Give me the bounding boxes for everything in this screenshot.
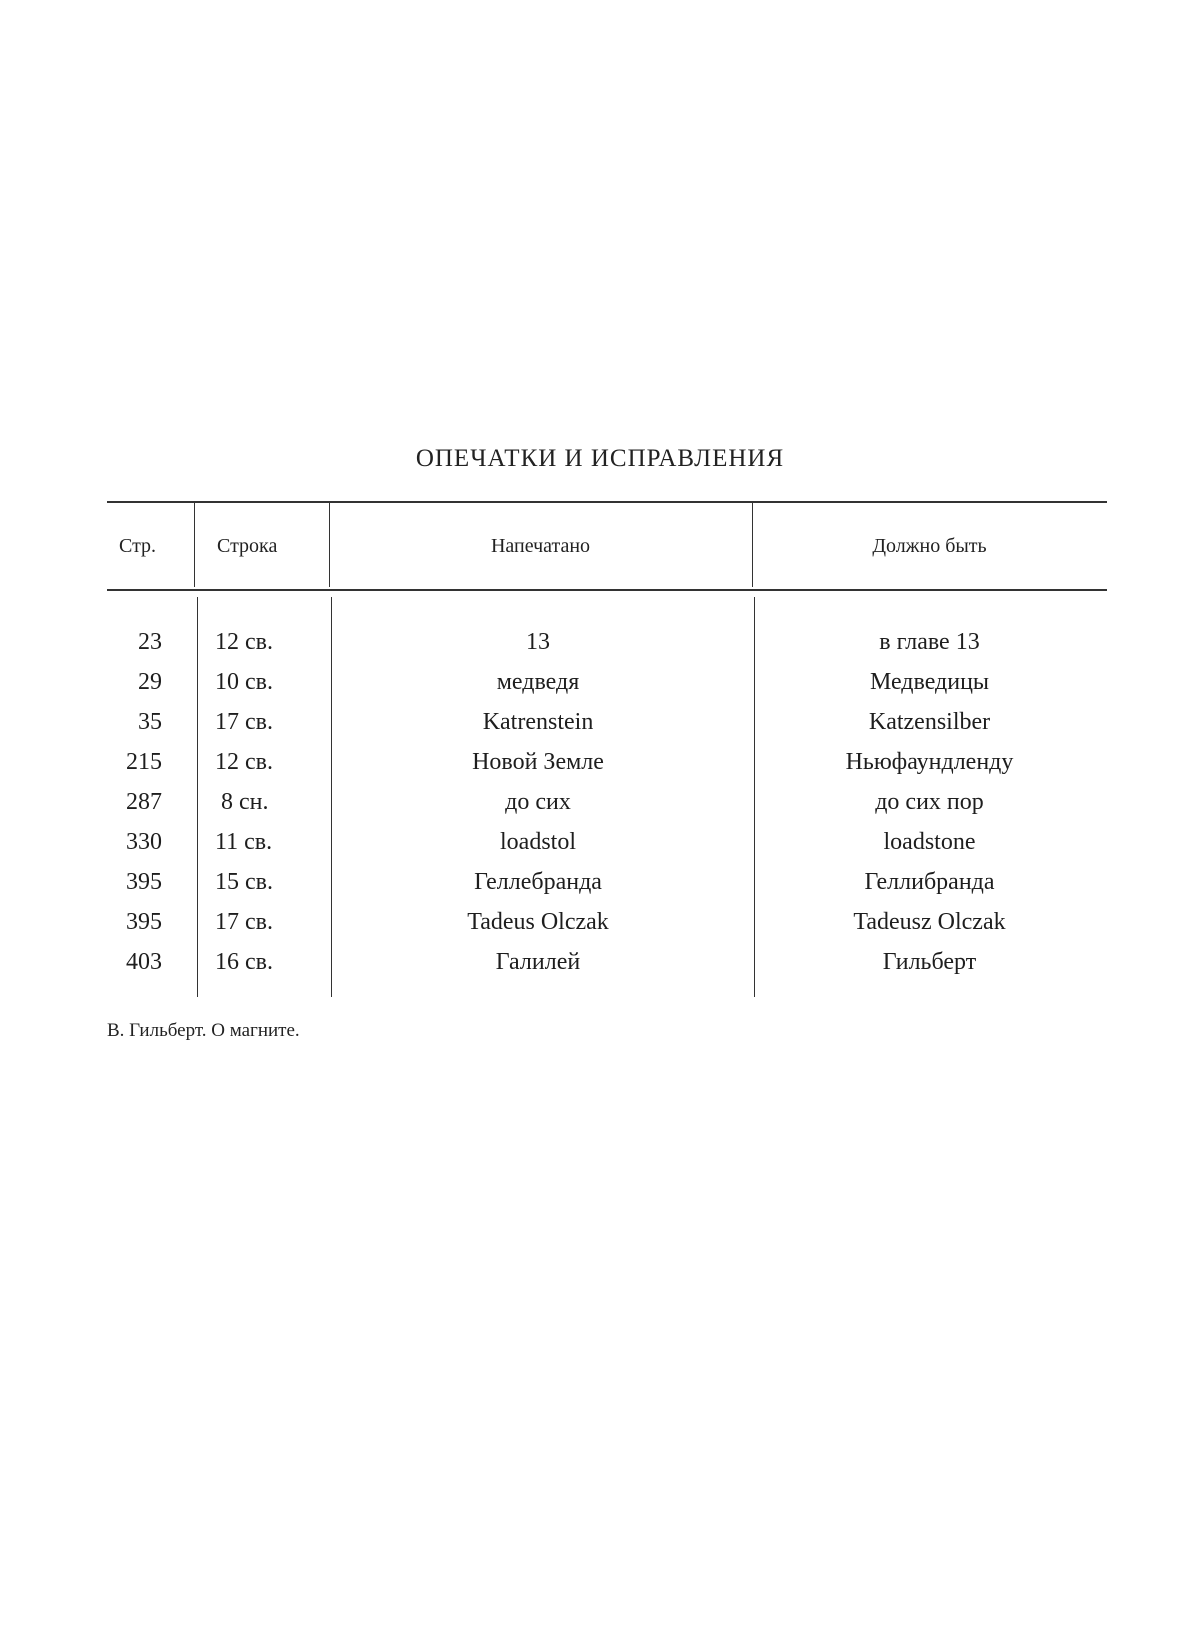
column-header-printed: Напечатано bbox=[490, 535, 591, 557]
table-row bbox=[107, 669, 1107, 709]
correct-text: Медведицы bbox=[869, 669, 990, 695]
page-number: 35 bbox=[138, 709, 162, 735]
line-ref: 10 св. bbox=[215, 669, 273, 695]
printed-text: 13 bbox=[526, 629, 550, 655]
correct-text: Гильберт bbox=[882, 949, 977, 975]
printed-text: Tadeus Olczak bbox=[467, 909, 609, 935]
correct-text: Tadeusz Olczak bbox=[853, 909, 1006, 935]
line-ref: 17 св. bbox=[215, 709, 273, 735]
line-ref: 12 св. bbox=[215, 749, 273, 775]
page-number: 395 bbox=[126, 869, 162, 895]
table-row bbox=[107, 749, 1107, 789]
printed-text: Новой Земле bbox=[472, 749, 604, 775]
page-number: 29 bbox=[138, 669, 162, 695]
footer-note: В. Гильберт. О магните. bbox=[107, 1020, 300, 1041]
printed-text: медведя bbox=[496, 669, 580, 695]
page-number: 23 bbox=[138, 629, 162, 655]
line-ref: 12 св. bbox=[215, 629, 273, 655]
table-top-rule bbox=[107, 501, 1107, 503]
table-row bbox=[107, 629, 1107, 669]
correct-text: в главе 13 bbox=[879, 629, 980, 655]
page-number: 330 bbox=[126, 829, 162, 855]
page-number: 215 bbox=[126, 749, 162, 775]
page-number: 287 bbox=[126, 789, 162, 815]
table-row bbox=[107, 789, 1107, 829]
header-divider-1 bbox=[194, 503, 195, 587]
printed-text: Геллебранда bbox=[474, 869, 602, 895]
column-header-page: Стр. bbox=[119, 535, 157, 557]
line-ref: 16 св. bbox=[215, 949, 273, 975]
printed-text: Галилей bbox=[495, 949, 581, 975]
column-header-line: Строка bbox=[217, 535, 278, 557]
correct-text: Ньюфаундленду bbox=[845, 749, 1014, 775]
correct-text: loadstone bbox=[883, 829, 976, 855]
correct-text: Katzensilber bbox=[868, 709, 991, 735]
line-ref: 15 св. bbox=[215, 869, 273, 895]
table-row bbox=[107, 709, 1107, 749]
correct-text: Геллибранда bbox=[864, 869, 995, 895]
table-row bbox=[107, 869, 1107, 909]
line-ref: 17 св. bbox=[215, 909, 273, 935]
page-number: 403 bbox=[126, 949, 162, 975]
column-header-should-be: Должно быть bbox=[872, 535, 987, 557]
printed-text: Katrenstein bbox=[482, 709, 594, 735]
printed-text: до сих bbox=[505, 789, 571, 815]
table-row bbox=[107, 909, 1107, 949]
table-header-rule bbox=[107, 589, 1107, 591]
page-title: ОПЕЧАТКИ И ИСПРАВЛЕНИЯ bbox=[415, 445, 785, 472]
printed-text: loadstol bbox=[500, 829, 576, 855]
line-ref: 11 св. bbox=[215, 829, 273, 855]
table-row bbox=[107, 949, 1107, 989]
line-ref: 8 сн. bbox=[215, 789, 269, 815]
table-row bbox=[107, 829, 1107, 869]
page-number: 395 bbox=[126, 909, 162, 935]
correct-text: до сих пор bbox=[875, 789, 984, 815]
